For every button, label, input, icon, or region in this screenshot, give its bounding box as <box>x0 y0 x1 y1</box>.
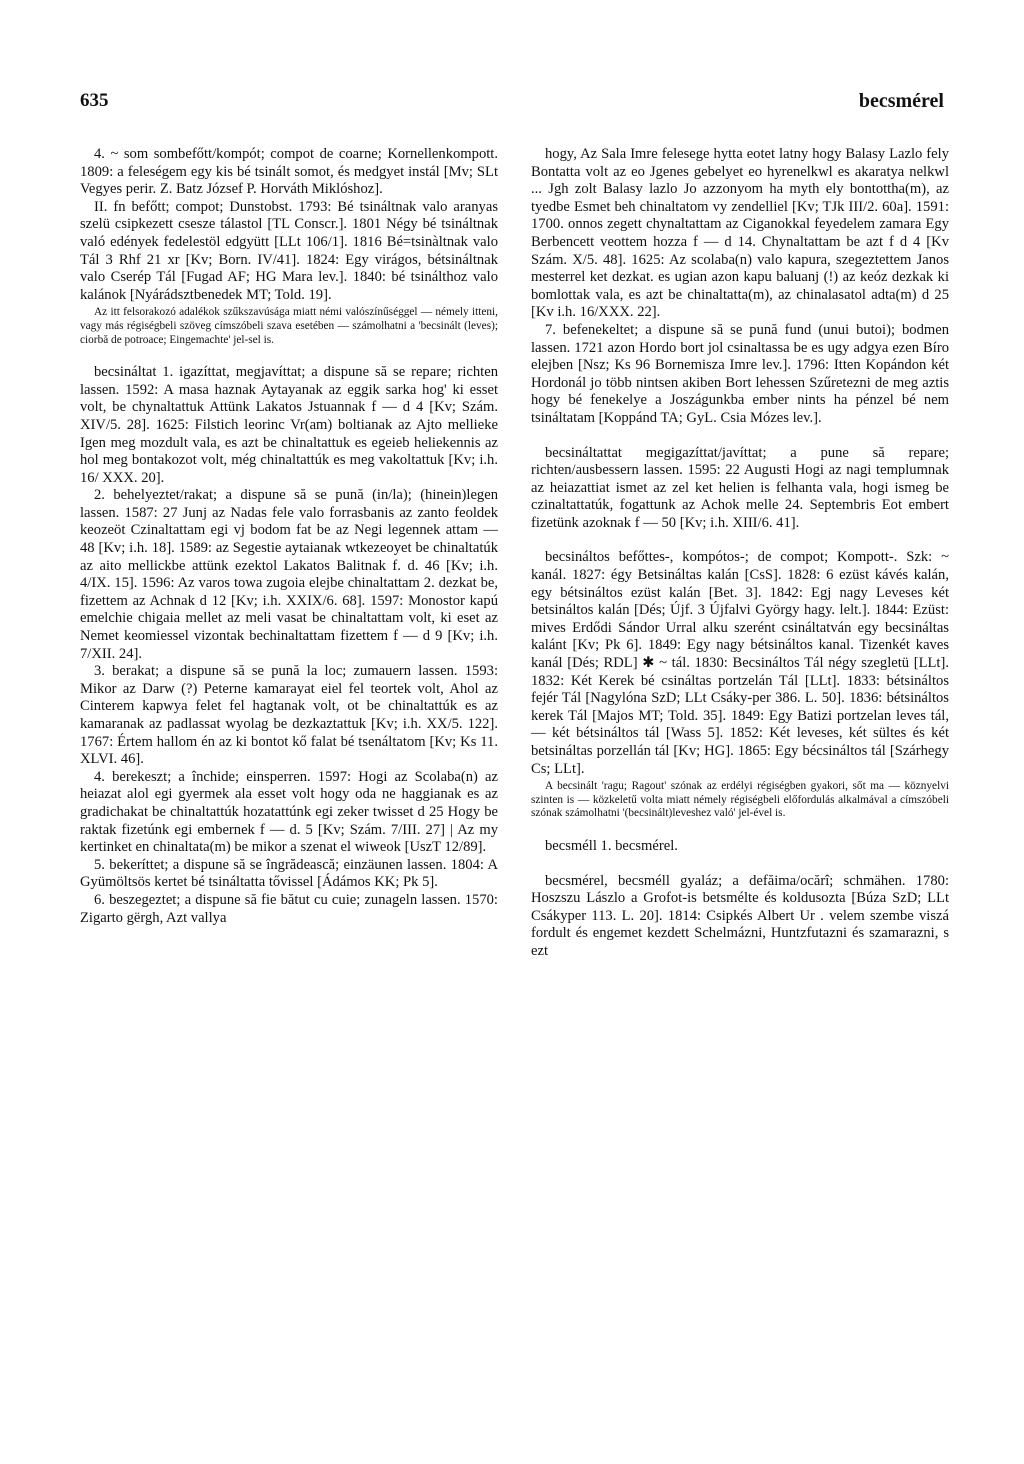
page-header <box>80 90 944 120</box>
dictionary-entry: becsméll 1. becsmérel. <box>545 837 678 854</box>
dictionary-entry: 4. berekeszt; a închide; einsperren. 1597: Hogi az Scolaba(n) az heiazat alol egi gyermek ala esset volt hogy oda ne haggianak es az gradichakat be chinaltattúk hozatattúnk egi zeker twisset d 25 Hogy be raktak fizetúnk egi embernek f — d. 5 [Kv; Szám. 7/III. 27] | Az my kertinket en chinaltata(m) be mikor a szenat el wiweok [UszT 12/89]. <box>80 768 498 856</box>
dictionary-entry: becsináltattat megigazíttat/javíttat; a pune să repare; richten/ausbessern lassen. 1595: 22 Augusti Hogi az nagi templumnak az heiazattiat ismet az zel ket helien is felhanta vala, hogi ismeg be czinaltattatúk, fogattunk az Achok melle 24. Septembris Eot embert fizetünk azoknak f — 50 [Kv; i.h. XIII/6. 41]. <box>531 444 949 531</box>
editorial-note: Az itt felsorakozó adalékok szűkszavúsága miatt némi valószínűséggel — némely itteni, vagy más régiségbeli szöveg címszóbeli szava esetében — számolhatni a 'becsinált (leves); ciorbă de potroace; Eingemachte' jel-sel is. <box>80 306 498 346</box>
left-column <box>80 146 498 927</box>
dictionary-entry: II. fn befőtt; compot; Dunstobst. 1793: Bé tsináltnak valo aranyas szelü csipkezett csesze tálastol [TL Conscr.]. 1801 Négy bé tsináltnak való edények fedelestöl edgyütt [LLt 106/1]. 1816 Bé=tsinàltnak valo Tál 3 Rhf 21 xr [Kv; Born. IV/41]. 1824: Egy virágos, bétsináltnak valo Cserép Tál [Fugad AF; HG Mara lev.]. 1840: bé tsinálthoz valo kalánok [Nyárádsztbenedek MT; Told. 19]. <box>80 198 498 303</box>
dictionary-entry: 2. behelyeztet/rakat; a dispune să se pună (in/la); (hinein)legen lassen. 1587: 27 Junj az Nadas fele valo forrasbanis az zanto feoldek keozeöt Czinaltattam egi vj bodom fat be az Negi legennek attam — 48 [Kv; i.h. 18]. 1589: az Segestie aytaianak wtkezeoyet be chinaltatúk az aito mellickbe attünk ezektol Lakatos Balitnak f. d. 46 [Kv; i.h. 4/IX. 15]. 1596: Az varos towa zugoia elejbe chinaltattam 2. dezkat be, fizettem az Achnak d 12 [Kv; i.h. XXIX/6. 68]. 1597: Monostor kapú emelchie chigaia mellet az meli vasat be chinaltattam volt, ki eset az Nemet keomiessel vizontak bechinaltattam fizettem f — d 9 [Kv; i.h. 7/XII. 24]. <box>80 487 498 662</box>
dictionary-entry: 6. beszegeztet; a dispune să fie bătut cu cuie; zunageln lassen. 1570: Zigarto gërgh, Azt vallya <box>80 891 498 926</box>
dictionary-entry: becsmérel, becsméll gyaláz; a defăima/ocărî; schmähen. 1780: Hoszszu Lászlo a Grofot-is betsmélte és koldusozta [Búza SzD; LLt Csákyper 113. L. 20]. 1814: Csipkés Albert Ur . velem szembe viszá fordult és engemet kezdett Schelmázni, Huntzfutazni és szamarazni, s ezt <box>531 872 949 959</box>
dictionary-entry: becsináltat 1. igazíttat, megjavíttat; a dispune să se repare; richten lassen. 1592: A masa haznak Aytayanak az eggik sarka hog' ki esset volt, be chynaltattuk Attünk Lakatos Jstuannak f — d 4 [Kv; Szám. XIV/5. 28]. 1625: Filstich leorinc Vr(am) boltianak az Ajto mellieke Igen meg mozdult vala, es azt be chinaltattuk es egeieb heliekennis az hol meg bontakozot volt, még chinaltattúk es meg vakoltattuk [Kv; i.h. 16/ XXX. 20]. <box>80 364 498 486</box>
dictionary-entry: 5. bekeríttet; a dispune să se îngrădească; einzäunen lassen. 1804: A Gyümöltsös kertet bé tsináltatta tővissel [Ádámos KK; Pk 5]. <box>80 856 498 891</box>
right-column <box>531 146 949 961</box>
dictionary-entry: becsináltos befőttes-, kompótos-; de compot; Kompott-. Szk: ~ kanál. 1827: égy Betsináltas kalán [CsS]. 1828: 6 ezüst kávés kalán, egy bétsináltos ezüst kalán [Bet. 3]. 1842: Egj nagy Leveses két betsináltos kalán [Dés; Újf. 3 Újfalvi György hagy. lelt.]. 1844: Ezüst: mives Erdődi Sándor Urral alku szerént csináltatván egy becsináltas kalánt [Kv; Pk 6]. 1849: Egy nagy bétsináltos kanal. Tizenkét kaves kanál [Dés; RDL] ✱ ~ tál. 1830: Becsináltos Tál négy szegletü [LLt]. 1832: Két Kerek bé csináltas portzelán Tál [LLt]. 1833: bétsináltos fejér Tál [Nagylóna SzD; LLt Csáky-per 386. L. 50]. 1836: bétsináltos kerek Tál [Majos MT; Told. 35]. 1849: Egy Batizi portzelan leves tál, — két bétsináltos tál [Wass 5]. 1852: Két leveses, két sültes és két betsináltas porzellán tál [Kv; HG]. 1865: Egy bécsináltos tál [Szárhegy Cs; LLt]. <box>531 549 949 777</box>
editorial-note: A becsinált 'ragu; Ragout' szónak az erdélyi régiségben gyakori, sőt ma — köznyelvi szinten is — közkeletű volta miatt némely régiségbeli előfordulás alkalmával a címszóbeli szónak számolhatni '(becsinált)leveshez való' jel-ével is. <box>531 780 949 820</box>
dictionary-entry: 4. ~ som sombefőtt/kompót; compot de coarne; Kornellenkompott. 1809: a feleségem egy kis bé tsinált somot, és medgyet instál [Mv; SLt Vegyes perir. Z. Batz József P. Horváth Miklóshoz]. <box>80 146 498 198</box>
running-headword: becsmérel <box>858 90 944 112</box>
dictionary-entry: hogy, Az Sala Imre felesege hytta eotet latny hogy Balasy Lazlo fely Bontatta volt az eo Jgenes gebelyet eo hyrenelkwl es akaratya nelkwl ... Jgh zolt Balasy lazlo Jo azzonyom ha myth ely bontottha(m), az tyedbe Esmet beh chinaltatom vy zendelliel [Kv; TJk III/2. 60a]. 1591: 1700. onnos zegett chynaltattam az Ciganokkal feyedelem zamara Egy Berbencett veottem hozza f — d 14. Chynaltattam be azt f d 4 [Kv Szám. X/5. 48]. 1625: Az scolaba(n) valo kapura, szegeztettem Janos mesterrel ket dezkat. es ugian azon kapu baluanj (!) az keóz dezkak ki bomlottak vala, es azt be chinaltatta(m), az chinalasatol adta(m) d 25 [Kv i.h. 16/XXX. 22]. <box>531 146 949 321</box>
dictionary-entry: 7. befenekeltet; a dispune să se pună fund (unui butoi); bodmen lassen. 1721 azon Hordo bort jol csinaltassa be es ugy adgya ezen Bíro elejben [Nsz; Ks 96 Bornemisza Imre lev.]. 1796: Itten Kopándon két Hordonál jo több nintsen akiben Bort lehessen Szűretezni de meg aztis hogy bé fenekelye a Joszágunkba ember nints ha pénzel bé nem tsináltatam [Koppánd TA; GyL. Csia Mózes lev.]. <box>531 321 949 426</box>
page-number: 635 <box>80 90 109 111</box>
dictionary-entry: 3. berakat; a dispune să se pună la loc; zumauern lassen. 1593: Mikor az Darw (?) Peterne kamarayat eiel fel teortek volt, Ahol az Cinterem kapwya felet fel hagtanak volt, ot be chinaltattúk es az kamaranak az padlassat wyolag be dezkaztattuk [Kv; i.h. XX/5. 122]. 1767: Értem hallom én az ki bontot kő falat bé tsenáltatom [Kv; Ks 11. XLVI. 46]. <box>80 663 498 768</box>
